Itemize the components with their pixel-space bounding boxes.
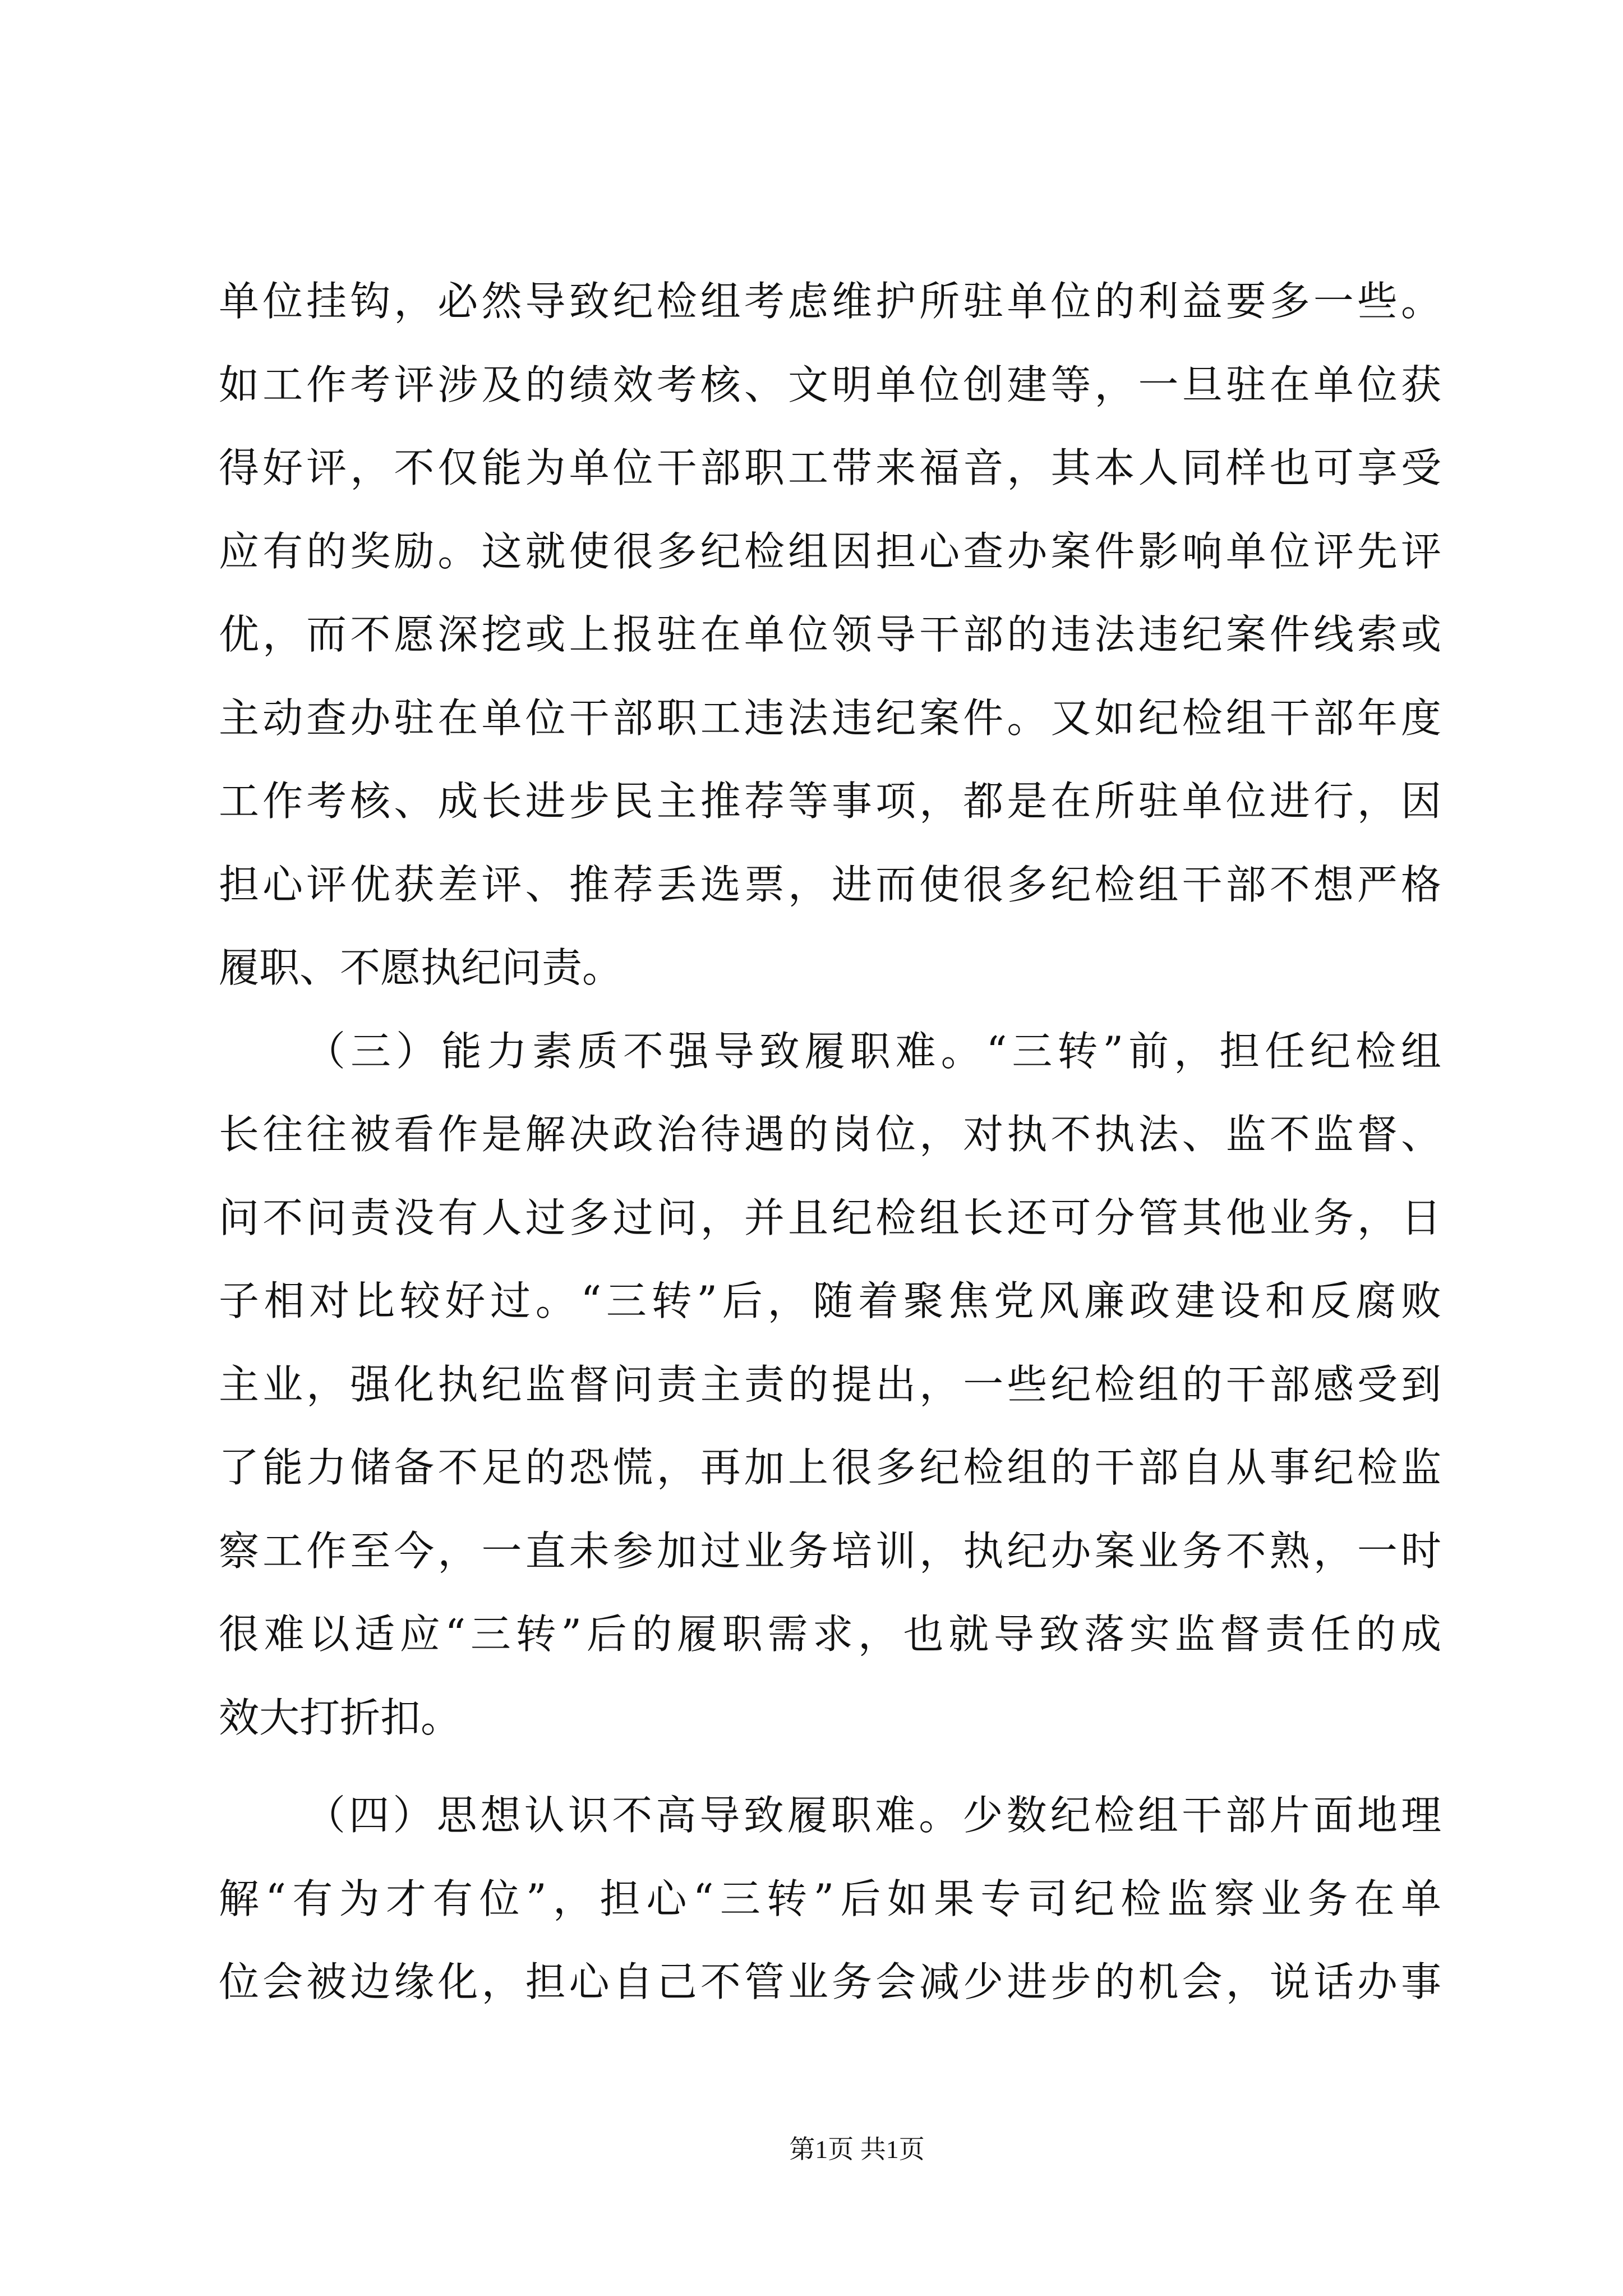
text-line: 问不问责没有人过多过问，并且纪检组长还可分管其他业务，日 xyxy=(219,1194,1441,1241)
text-line: 工作考核、成长进步民主推荐等事项，都是在所驻单位进行，因 xyxy=(219,777,1441,825)
text-line: 优，而不愿深挖或上报驻在单位领导干部的违法违纪案件线索或 xyxy=(219,611,1441,658)
text-line: 察工作至今，一直未参加过业务培训，执纪办案业务不熟，一时 xyxy=(219,1527,1441,1575)
text-line: 得好评，不仅能为单位干部职工带来福音，其本人同样也可享受 xyxy=(219,444,1441,491)
text-line: 应有的奖励。这就使很多纪检组因担心查办案件影响单位评先评 xyxy=(219,527,1441,575)
text-line: 主动查办驻在单位干部职工违法违纪案件。又如纪检组干部年度 xyxy=(219,694,1441,742)
paragraph-heading-line: （三）能力素质不强导致履职难。“三转”前，担任纪检组 xyxy=(305,1027,1441,1075)
text-line: 履职、不愿执纪问责。 xyxy=(219,944,623,991)
text-line: 效大打折扣。 xyxy=(219,1694,462,1741)
text-line: 单位挂钩，必然导致纪检组考虑维护所驻单位的利益要多一些。 xyxy=(219,278,1441,325)
text-line: 子相对比较好过。“三转”后，随着聚焦党风廉政建设和反腐败 xyxy=(219,1277,1441,1324)
text-line: 长往往被看作是解决政治待遇的岗位，对执不执法、监不监督、 xyxy=(219,1111,1441,1158)
paragraph xyxy=(219,1774,1441,2024)
body-text xyxy=(219,260,1441,2024)
paragraph xyxy=(219,260,1441,1010)
text-line: 解“有为才有位”，担心“三转”后如果专司纪检监察业务在单 xyxy=(219,1875,1441,1922)
page-footer: 第1页 共1页 xyxy=(789,2135,925,2164)
text-line: 如工作考评涉及的绩效考核、文明单位创建等，一旦驻在单位获 xyxy=(219,361,1441,408)
paragraph xyxy=(219,1010,1441,1760)
text-line: 很难以适应“三转”后的履职需求，也就导致落实监督责任的成 xyxy=(219,1611,1441,1658)
text-line: 主业，强化执纪监督问责主责的提出，一些纪检组的干部感受到 xyxy=(219,1360,1441,1408)
text-line: 了能力储备不足的恐慌，再加上很多纪检组的干部自从事纪检监 xyxy=(219,1444,1441,1491)
text-line: 担心评优获差评、推荐丢选票，进而使很多纪检组干部不想严格 xyxy=(219,861,1441,908)
text-line: 位会被边缘化，担心自己不管业务会减少进步的机会，说话办事 xyxy=(219,1958,1441,2005)
paragraph-heading-line: （四）思想认识不高导致履职难。少数纪检组干部片面地理 xyxy=(305,1792,1441,1839)
